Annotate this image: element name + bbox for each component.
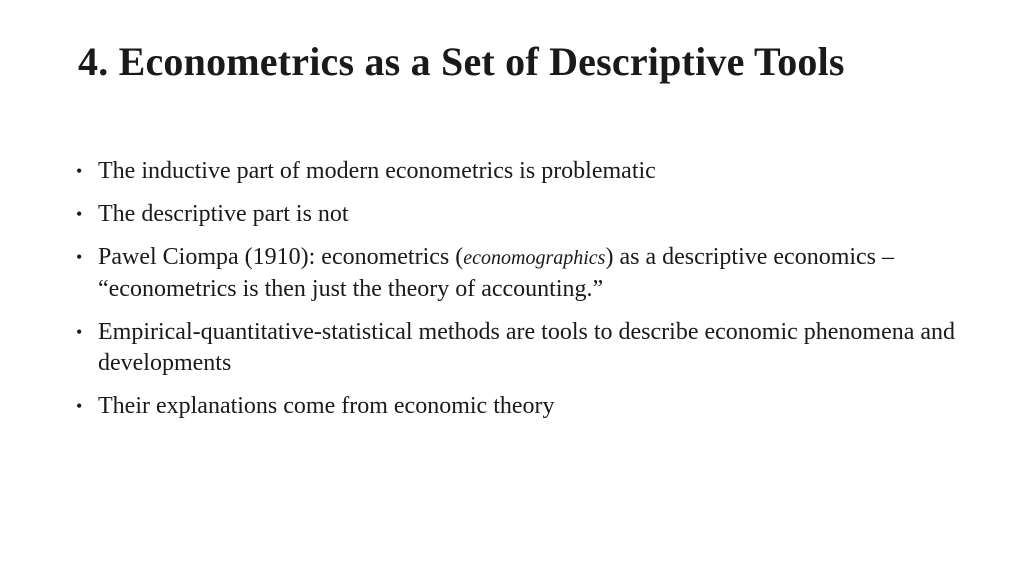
bullet-item (76, 391, 976, 422)
bullet-list (76, 156, 976, 434)
slide-title: 4. Econometrics as a Set of Descriptive Tools (78, 39, 845, 84)
bullet-text: Empirical-quantitative-statistical methods are tools to describe economic phenomena and developments (98, 319, 956, 376)
bullet-icon: • (76, 247, 83, 267)
bullet-text: The descriptive part is not (98, 201, 349, 227)
bullet-icon: • (76, 161, 83, 181)
bullet-item (76, 156, 976, 187)
bullet-text-start: Pawel Ciompa (1910): econometrics ( (98, 244, 464, 270)
bullet-item (76, 199, 976, 230)
bullet-text: The inductive part of modern econometrics is problematic (98, 158, 656, 184)
bullet-item (76, 242, 976, 305)
bullet-icon: • (76, 396, 83, 416)
bullet-text: Their explanations come from economic theory (98, 393, 555, 419)
bullet-icon: • (76, 204, 83, 224)
bullet-text-end: ) as a descriptive economics – “econometrics is then just the theory of accounting.” (98, 244, 895, 302)
bullet-icon: • (76, 322, 83, 342)
bullet-item (76, 317, 976, 379)
bullet-text-italic-term: economographics (463, 247, 606, 269)
